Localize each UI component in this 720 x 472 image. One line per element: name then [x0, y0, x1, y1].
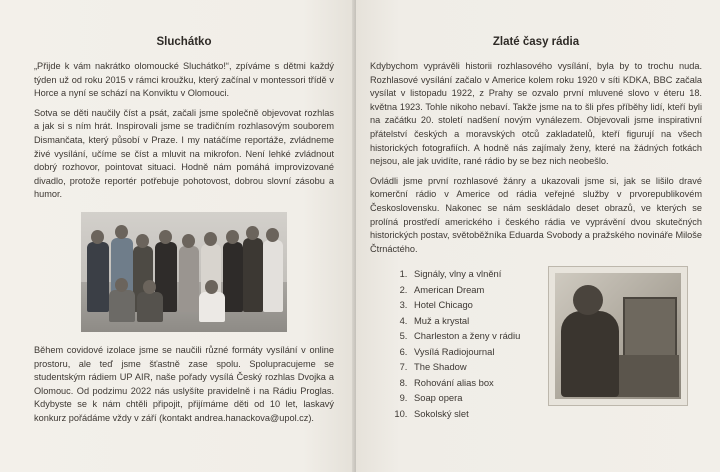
episode-list-area — [370, 266, 702, 436]
episode-item: 8. Rohování alias box — [410, 375, 520, 391]
episode-item: 1. Signály, vlny a vlnění — [410, 266, 520, 282]
episode-item: 4. Muž a krystal — [410, 313, 520, 329]
right-paragraph-1: Kdybychom vyprávěli historii rozhlasového vysílání, byla by to trochu nuda. Rozhlasové vysílání začalo v Americe kolem roku 1920 v síti KDKA, BBC začala vysílat v listopadu 1922, z Prahy se ozvalo první mluvené slovo v éteru 18. května 1923. Tohle nikoho nebaví. Takže jsme na to šli přes příběhy lidí, kteří byli na začátku 20. století nadšení novým vynálezem. Objevovali jsme inspirativní přátelství českých a moravských otců zakladatelů, kteří figurují na všech historických fotografiích. A hodně nás zajímaly ženy, které na žádných fotkách nejsou, ale jak uvidíte, rané rádio by se bez nich neobešlo. — [370, 61, 702, 167]
episode-item: 3. Hotel Chicago — [410, 297, 520, 313]
right-paragraph-2: Ovládli jsme první rozhlasové žánry a ukazovali jsme si, jak se lišilo dravé komerční rádio v Americe od rádia veřejné služby v prvorepublikovém Československu. Nakonec se nám seskládalo deset obrazů, ve kterých se prolíná prostředí amerického i českého rádia ve vyprávění dvou skutečných historických postav, světoběžníka Eduarda Svobody a pražského novináře Miloše Čtrnáctého. — [370, 175, 702, 254]
episode-item: 10. Sokolský slet — [410, 406, 520, 422]
left-paragraph-1: „Přijde k vám nakrátko olomoucké Sluchátko!“, zpíváme s dětmi každý týden už od roku 2015 v rámci kroužku, který začínal v montessori třídě v Horce a nyní se schází na Konviktu v Olomouci. — [34, 61, 334, 99]
episode-list — [390, 266, 520, 421]
episode-item: 6. Vysílá Radiojournal — [410, 344, 520, 360]
left-page-title: Sluchátko — [156, 36, 212, 48]
episode-item: 7. The Shadow — [410, 359, 520, 375]
left-paragraph-3: Během covidové izolace jsme se naučili různé formáty vysílání v online prostoru, ale teď jsme šťastně zase spolu. Spolupracujeme se studentským rádiem UP AIR, naše pořady vysílá Český rozhlas Dvojka a Olomouc. Od podzimu 2022 nás uslyšíte pravidelně i na Rádiu Proglas. Kdybyste se k nám chtěli připojit, přijímáme děti od 10 let, laskavý konkurz pořádáme vždy v září (kontakt andrea.hanackova@upol.cz). — [34, 344, 334, 423]
episode-item: 5. Charleston a ženy v rádiu — [410, 328, 520, 344]
episode-item: 9. Soap opera — [410, 390, 520, 406]
left-page — [0, 0, 356, 472]
right-page — [356, 0, 720, 472]
historical-radio-photo — [548, 266, 688, 406]
group-photo — [81, 212, 287, 332]
left-paragraph-2: Sotva se děti naučily číst a psát, začali jsme společně objevovat rozhlas a jak si s ním hrát. Inspirovali jsme se tradičním rozhlasovým souborem Dismančata, který působí v Praze. I my natáčíme reportáže, zvládneme živé vysílání, učíme se číst a mluvit na mikrofon. Není lehké zvládnout dobrý rozhovor, pointovat situaci. Hodně nám pomáhá improvizované divadlo, protože reportér potřebuje pohotovost, dobrou slovní zásobu a humor. — [34, 107, 334, 200]
right-page-title: Zlaté časy rádia — [492, 36, 580, 48]
episode-item: 2. American Dream — [410, 282, 520, 298]
